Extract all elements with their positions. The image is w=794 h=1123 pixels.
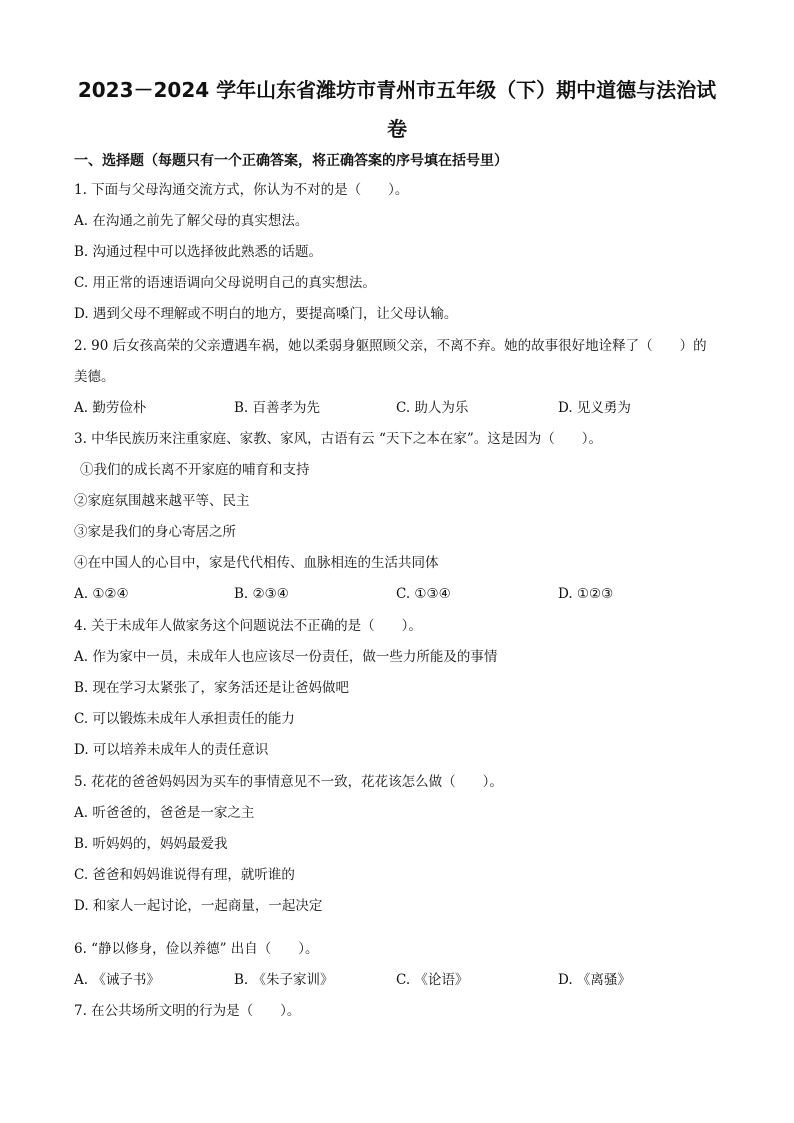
question-2-option-b: B. 百善孝为先: [234, 400, 321, 416]
exam-title-line2: 卷: [387, 117, 407, 141]
question-2-stem: 2. 90 后女孩高荣的父亲遭遇车祸，她以柔弱身躯照顾父亲，不离不弃。她的故事很好地诠释了（ ）的: [74, 338, 707, 354]
question-3-option-a: A. ①②④: [74, 586, 129, 602]
question-3-option-c: C. ①③④: [396, 586, 451, 602]
question-3-stem: 3. 中华民族历来注重家庭、家教、家风，古语有云 “天下之本在家”。这是因为（ ）。: [74, 431, 603, 447]
question-4-option-a: A. 作为家中一员，未成年人也应该尽一份责任，做一些力所能及的事情: [74, 649, 498, 665]
question-5-stem: 5. 花花的爸爸妈妈因为买车的事情意见不一致，花花该怎么做（ ）。: [74, 774, 503, 790]
question-2-option-c: C. 助人为乐: [396, 400, 469, 416]
exam-title-line1: 2023－2024 学年山东省潍坊市青州市五年级（下）期中道德与法治试: [77, 78, 717, 102]
question-4-option-b: B. 现在学习太紧张了，家务活还是让爸妈做吧: [74, 680, 350, 696]
question-5-option-a: A. 听爸爸的，爸爸是一家之主: [74, 805, 255, 821]
question-1-option-c: C. 用正常的语速语调向父母说明自己的真实想法。: [74, 275, 376, 291]
question-3-option-b: B. ②③④: [234, 586, 289, 602]
question-3-statement-1: ①我们的成长离不开家庭的哺育和支持: [80, 462, 310, 478]
question-6-option-a: A. 《诫子书》: [74, 972, 160, 988]
question-5-option-b: B. 听妈妈的，妈妈最爱我: [74, 836, 228, 852]
question-6-option-b: B. 《朱子家训》: [234, 972, 334, 988]
section-heading-choice: 一、选择题（每题只有一个正确答案，将正确答案的序号填在括号里）: [74, 153, 508, 169]
question-5-option-c: C. 爸爸和妈妈谁说得有理，就听谁的: [74, 867, 295, 883]
question-4-option-c: C. 可以锻炼未成年人承担责任的能力: [74, 711, 295, 727]
question-1-stem: 1. 下面与父母沟通交流方式，你认为不对的是（ ）。: [74, 182, 409, 198]
question-3-statement-3: ③家是我们的身心寄居之所: [74, 524, 236, 540]
question-3-statement-4: ④在中国人的心目中，家是代代相传、血脉相连的生活共同体: [74, 555, 439, 571]
question-6-option-d: D. 《离骚》: [558, 972, 631, 988]
question-5-option-d: D. 和家人一起讨论，一起商量，一起决定: [74, 898, 323, 914]
question-4-stem: 4. 关于未成年人做家务这个问题说法不正确的是（ ）。: [74, 618, 422, 634]
question-2-option-a: A. 勤劳俭朴: [74, 400, 147, 416]
question-1-option-a: A. 在沟通之前先了解父母的真实想法。: [74, 213, 309, 229]
question-1-option-b: B. 沟通过程中可以选择彼此熟悉的话题。: [74, 244, 323, 260]
question-1-option-d: D. 遇到父母不理解或不明白的地方，要提高嗓门，让父母认输。: [74, 306, 458, 322]
question-3-option-d: D. ①②③: [558, 586, 614, 602]
question-6-stem: 6. “静以修身，俭以养德” 出自（ ）。: [74, 941, 319, 957]
question-3-statement-2: ②家庭氛围越来越平等、民主: [74, 493, 250, 509]
question-2-stem-continued: 美德。: [74, 369, 115, 385]
question-2-option-d: D. 见义勇为: [558, 400, 631, 416]
question-4-option-d: D. 可以培养未成年人的责任意识: [74, 742, 269, 758]
question-7-stem: 7. 在公共场所文明的行为是（ ）。: [74, 1003, 301, 1019]
question-6-option-c: C. 《论语》: [396, 972, 469, 988]
